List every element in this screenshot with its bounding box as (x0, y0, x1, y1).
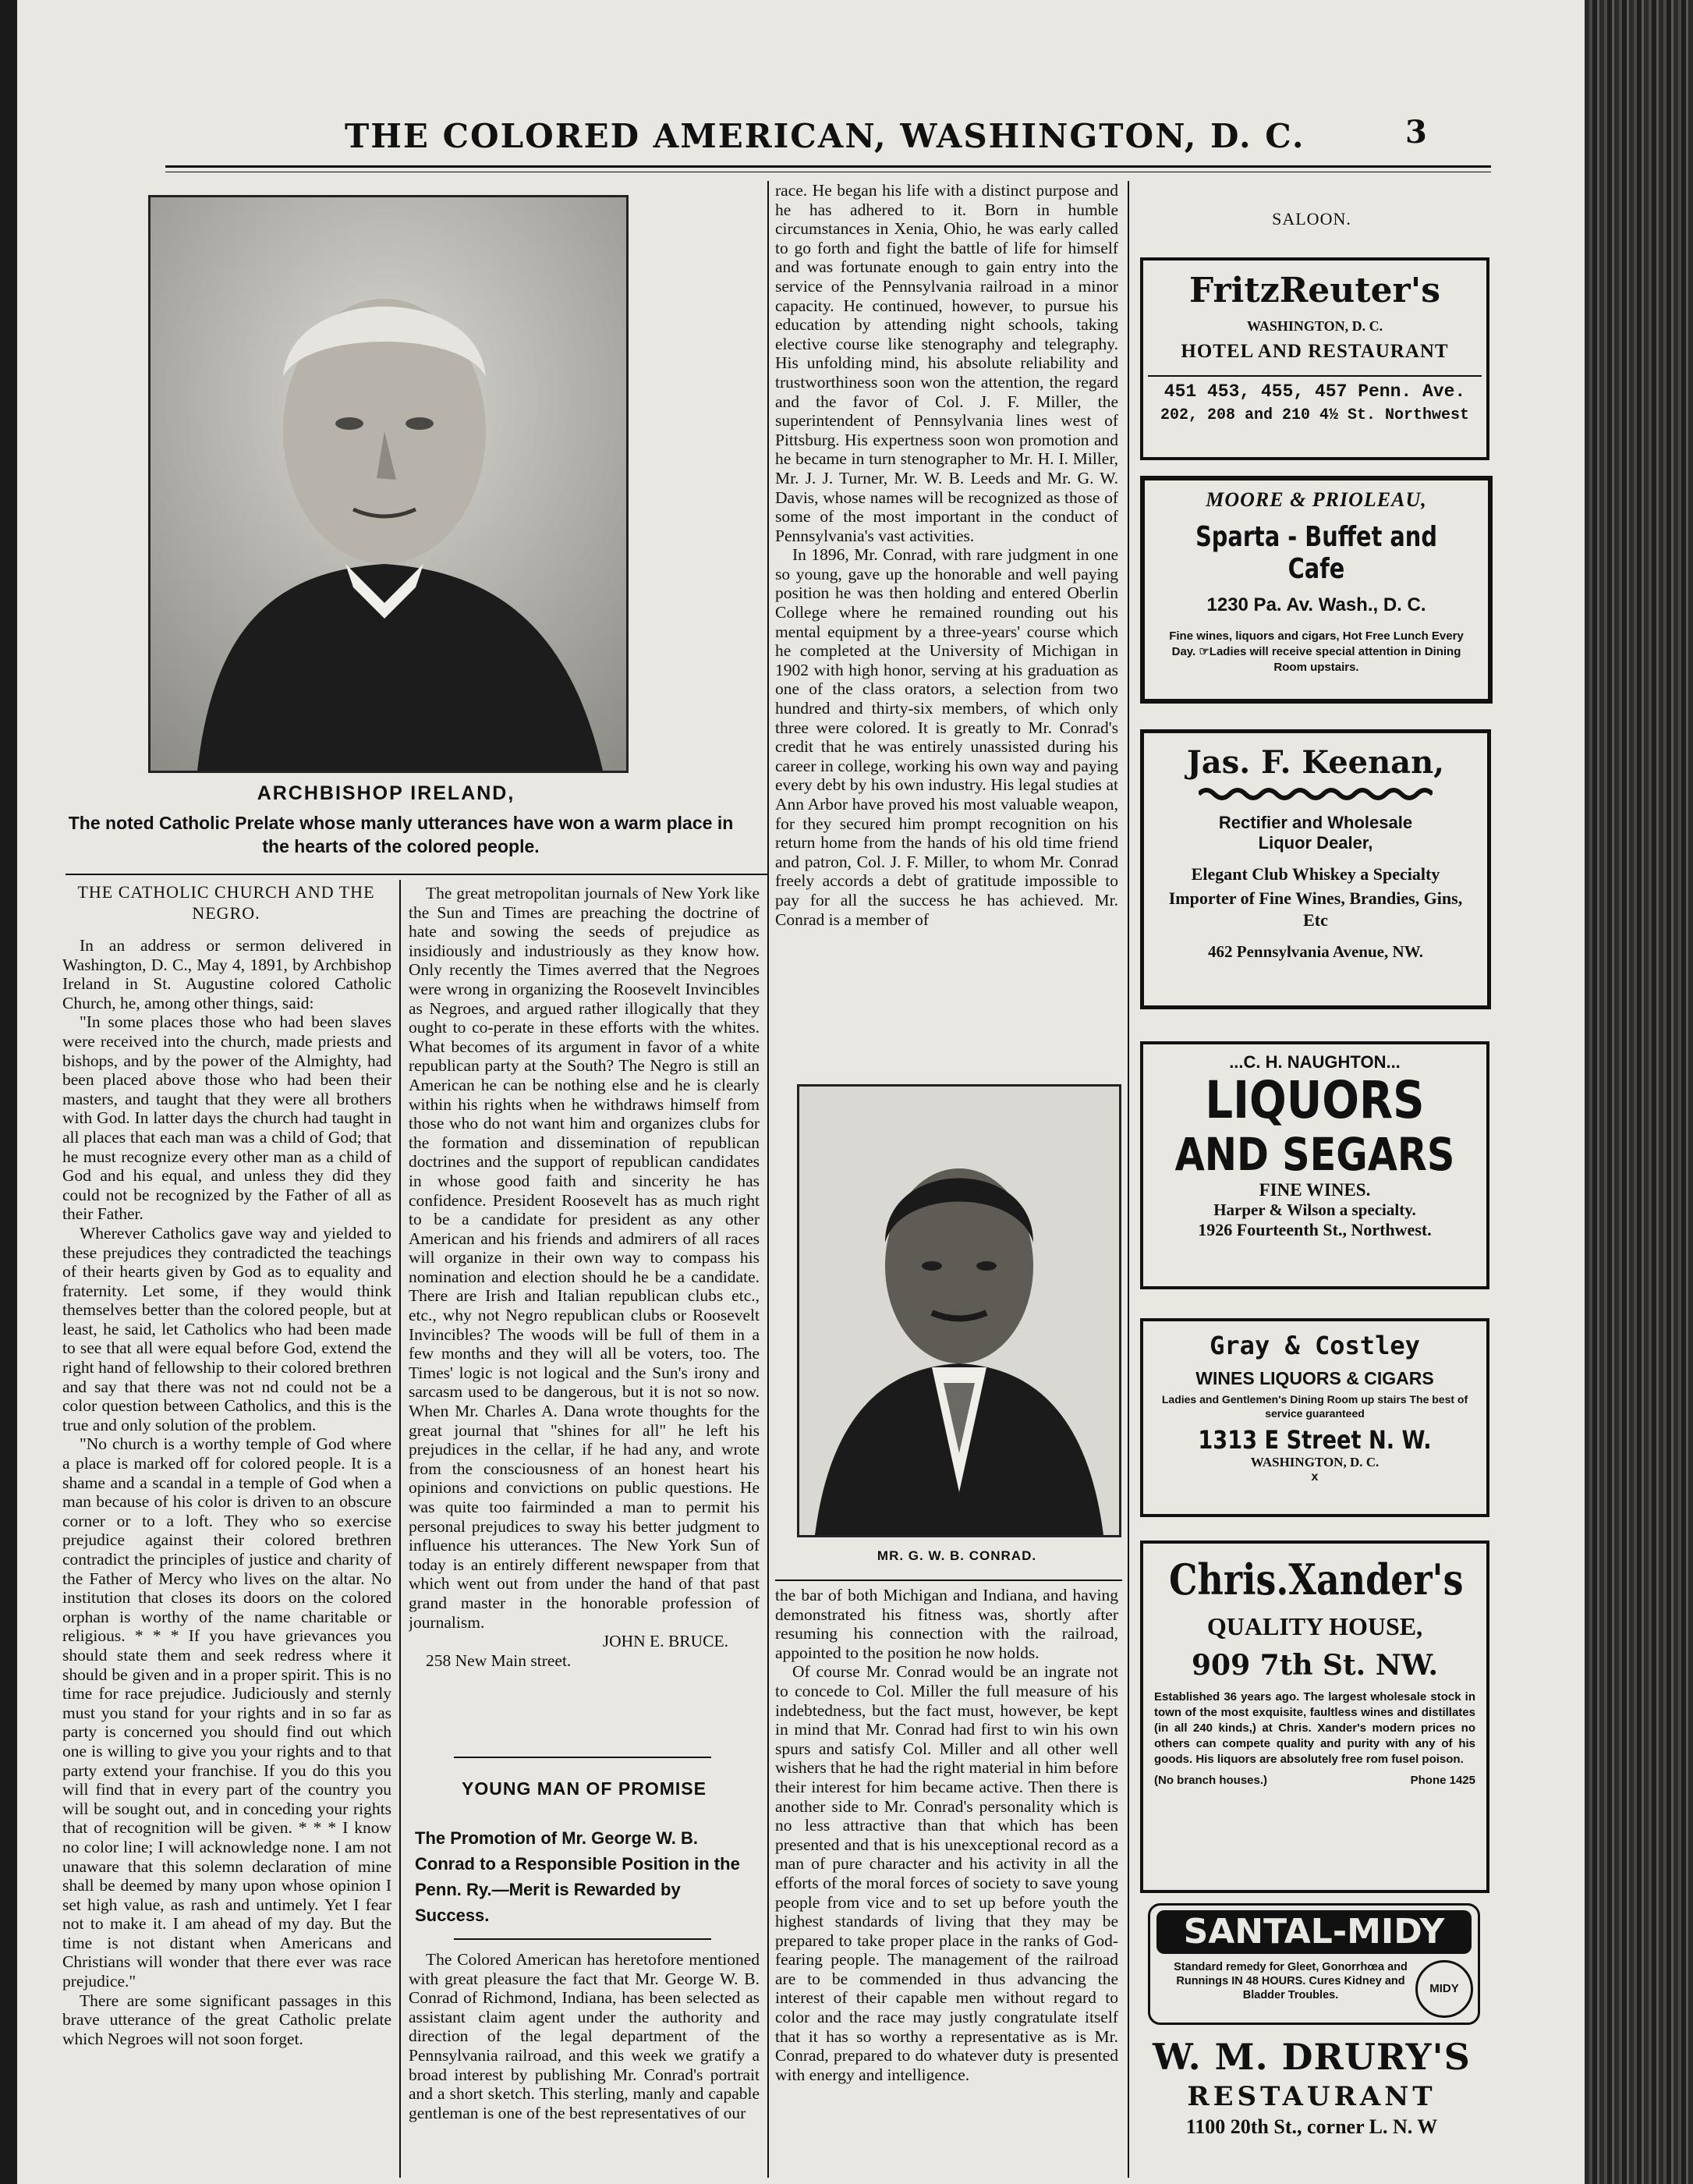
ad-xander-note: (No branch houses.) (1154, 1774, 1268, 1787)
ad-drury (1140, 2036, 1483, 2139)
article1-paragraph: "In some places those who had been slaves were received into the church, made priests and bishops, and by the power of the Almighty, had been placed above those who had been their masters, and taught that they were all brothers with God. In latter days the church had taught in all places that each man was a child of God; that he must recognize every other man as a child of God and his equal, and unless they did they could not be recognized by the Father of all as their Father. (62, 1012, 391, 1224)
ad-santal-name: SANTAL-MIDY (1156, 1910, 1472, 1954)
ad-naughton-line1: LIQUORS (1205, 1070, 1425, 1130)
article2-paragraph: The great metropolitan journals of New York like the Sun and Times are preaching the doctrine of hate and sowing the seeds of prejudice as insidiously and industriously as they know how. Only recently the Times averred that the Negroes were wrong in organizing the Roosevelt Invincibles as Negroes, and argued rather illogically that they ought to co-perate in these efforts with the whites. What becomes of its argument in favor of a white republican party at the South? The Negro is still an American he can be nothing else and he is clearly within his rights when he withdraws himself from those who do not want him and organizes clubs for the formation and dissemination of republican doctrines and the support of republican candidates in whose good faith and sincerity he has confidence. President Roosevelt has as much right to be a candidate for president as any other American and his friends and admirers of all races will organize in their own way to compass his nomination and election should he be a candidate. There are Irish and Italian republican clubs etc., etc., why not Negro republican clubs or Roosevelt Invincibles? The woods will be full of them in a few months and they will all be voters, too. The Times' logic is not logical and the Sun's irony and sarcasm used to be dangerous, but it is not so now. When Mr. Charles A. Dana wrote thoughts for the great journal that "shines for all" he left his prejudices in the cellar, if he had any, and wrote from the consciousness of an honest heart his opinions and convictions on public questions. He was quite too fairminded a man to permit his personal prejudices to sway his better judgment to influence his utterances. The New York Sun of today is an entirely different newspaper from that which went out from under the hand of that past grand master in the honorable profession of journalism. (409, 884, 760, 1632)
ad-moore-name: Sparta - Buffet and Cafe (1195, 521, 1437, 585)
book-binding-edge (1585, 0, 1693, 2184)
ad-xander-phone: Phone 1425 (1410, 1774, 1475, 1787)
article3-headline: YOUNG MAN OF PROMISE (462, 1778, 707, 1799)
ad-gray-mark: x (1311, 1470, 1319, 1484)
ad-naughton (1140, 1041, 1489, 1289)
ad-keenan-line2: Liquor Dealer, (1258, 833, 1373, 853)
article3-cont2-paragraph: the bar of both Michigan and Indiana, and having demonstrated his fitness was, shortly after resuming his connection with the railroad, appointed to the position he now holds. (775, 1586, 1118, 1662)
article1-paragraph: "No church is a worthy temple of God where a place is marked off for colored people. It is a shame and a scandal in a temple of God when a man because of his color is driven to an obscure corner or to a loft. They who so exercise prejudice against their colored brethren contradict the principles of justice and charity of the Father of Mercy who lives on the altar. No institution that closes its doors on the colored orphan is worthy of the name charitable or religious. * * * If you have grievances you should state them and seek redress where it should be given and in a proper spirit. This is no time for race prejudice. Judiciously and sternly must you stand for your rights and in so far as party is concerned you should find out which one is willing to give you your rights and to that party extend your franchise. If you do this you will find that in every part of the country you will be sought out, and in conceding your rights that of recognition will be given. * * * I know no color line; I will acknowledge none. I am not unaware that this solemn declaration of mine shall be deemed by many upon whose opinion I set high value, as rash and untimely. Yet I fear not to make it. I am ahead of my day. But the time is not distant when Americans and Christians will wonder that there ever was race prejudice." (62, 1434, 391, 1991)
ornament-icon (1199, 785, 1433, 803)
article3-continued2-body (775, 1586, 1118, 2176)
ad-xander-addr: 909 7th St. NW. (1191, 1649, 1439, 1682)
photo1-title: ARCHBISHOP IRELAND, (257, 782, 515, 804)
ad-gray-city: WASHINGTON, D. C. (1250, 1455, 1380, 1470)
ad-jas-keenan (1140, 729, 1491, 1009)
archbishop-ireland-portrait (148, 195, 629, 773)
ad-reuter-kind: HOTEL AND RESTAURANT (1181, 341, 1449, 362)
ad-moore-addr: 1230 Pa. Av. Wash., D. C. (1206, 594, 1426, 615)
ad-keenan-line3: Elegant Club Whiskey a Specialty (1191, 864, 1440, 884)
page-number: 3 (1405, 114, 1427, 151)
photo2-rule (775, 1580, 1122, 1581)
ad-xander-line1: QUALITY HOUSE, (1206, 1612, 1423, 1640)
ad-drury-name: W. M. DRURY'S (1153, 2036, 1471, 2078)
ad-santal-body: Standard remedy for Gleet, Gonorrhœa and Runnings IN 48 HOURS. Cures Kidney and Bladder Troubles. (1174, 1961, 1408, 2001)
article2-address: 258 New Main street. (426, 1650, 572, 1670)
ad-naughton-line2: AND SEGARS (1174, 1128, 1455, 1181)
ad-santal-midy (1148, 1903, 1480, 2025)
article2-end-rule (454, 1757, 711, 1758)
ad-reuter-name: FritzReuter's (1189, 271, 1440, 310)
ad-reuter-addr2: 202, 208 and 210 4½ St. Northwest (1160, 406, 1470, 424)
ad-chris-xander (1140, 1540, 1489, 1893)
newspaper-page (17, 0, 1585, 2184)
portrait-illustration (151, 197, 626, 771)
photo2-caption: MR. G. W. B. CONRAD. (877, 1548, 1037, 1563)
ad-moore-prioleau (1140, 476, 1493, 704)
ad-santal-mark: MIDY (1415, 1960, 1473, 2018)
article3-deck: The Promotion of Mr. George W. B. Conrad to a Responsible Position in the Penn. Ry.—Merit is Rewarded by Success. (415, 1828, 740, 1925)
article2-signature: JOHN E. BRUCE. (602, 1632, 728, 1651)
ad-gray-name: Gray & Costley (1210, 1331, 1420, 1360)
article3-cont-paragraph: In 1896, Mr. Conrad, with rare judgment in one so young, gave up the honorable and well paying position he was then holding and entered Oberlin College where he remained rounding out his mental equipment by a three-years' course which he completed at the University of Michigan in 1902 with high honor, serving at his graduation as one of the class orators, a selection from two hundred and thirty-six members, of which only three were colored. It is greatly to Mr. Conrad's credit that he was entirely unassisted during his career in college, working his own way and paying every debt by his own industry. His legal studies at Ann Arbor have proved his most valuable weapon, for they secured him prompt recognition on his return home from the hands of his old time friend and patron, Col. J. F. Miller, to whom Mr. Conrad freely accords a debt of gratitude impossible to pay for all the success he has achieved. Mr. Conrad is a member of (775, 545, 1118, 929)
column-rule-2 (767, 181, 769, 2178)
ad-fritz-reuter (1140, 257, 1489, 460)
article1-paragraph: In an address or sermon delivered in Washington, D. C., May 4, 1891, by Archbishop Ireland in St. Augustine colored Catholic Church, he, among other things, said: (62, 936, 391, 1012)
article3-paragraph: The Colored American has heretofore mentioned with great pleasure the fact that Mr. George W. B. Conrad of Richmond, Indiana, has been selected as assistant claim agent under the authority and direction of the legal department of the Pennsylvania railroad, and this week we gratify a broad interest by publishing Mr. Conrad's portrait and a short sketch. This sterling, manly and capable gentleman is one of the best representatives of our (409, 1950, 760, 2122)
ad-keenan-name: Jas. F. Keenan, (1186, 744, 1445, 781)
article3-cont2-paragraph: Of course Mr. Conrad would be an ingrate not to concede to Col. Miller the full measure of his indebtedness, but the fact must, however, be kept in mind that Mr. Conrad had first to win his own spurs and satisfy Col. Miller and all other well wishers that he had the right material in him before their interest for him became active. Then there is another side to Mr. Conrad's personality which is no less attractive than that which has been presented and that is his unexceptional record as a man of pure character and his activity in all the efforts of the moral forces of society to save young people from vice and to set up before youth the highest standards of living that they may be prepared to take proper place in the ranks of God-fearing people. The management of the railroad are to be commended in thus advancing the interest of their capable men without regard to color and the race may justly congratulate itself that it has so worthy a representative as is Mr. Conrad, prepared to do whatever duty is presented with energy and intelligence. (775, 1662, 1118, 2084)
ad-xander-body: Established 36 years ago. The largest wholesale stock in town of the most exquisite, faultless wines and distillates (in all 240 kinds,) at Chris. Xander's modern prices no others can compete quality and purity with any of his goods. His liquors are absolutely free rom fusel poison. (1154, 1690, 1475, 1766)
article1-paragraph: There are some significant passages in this brave utterance of the great Catholic prelate which Negroes will not soon forget. (62, 1991, 391, 2048)
portrait-illustration (799, 1087, 1119, 1535)
ad-naughton-addr: 1926 Fourteenth St., Northwest. (1198, 1220, 1432, 1239)
column-rule-1 (399, 880, 401, 2178)
article1-paragraph: Wherever Catholics gave way and yielded to these prejudices they contradicted the teachings of their hearts given by God as to equality and fraternity. Let some, if they would think themselves better than the colored people, but at least, he said, let Catholics who had been made to see that all were equal before God, extend the right hand of fellowship to their colored brethren and say that there was not nd could not be a color question between Catholics, and this is the true and only solution of the problem. (62, 1223, 391, 1434)
article1-body (62, 936, 391, 2176)
header-rule (165, 165, 1491, 168)
ad-reuter-addr1: 451 453, 455, 457 Penn. Ave. (1163, 381, 1466, 402)
ad-gray-costley (1140, 1318, 1489, 1517)
ad-naughton-name: ...C. H. NAUGHTON... (1229, 1052, 1401, 1072)
ad-keenan-line4: Importer of Fine Wines, Brandies, Gins, Etc (1168, 888, 1463, 930)
photo1-subtitle: The noted Catholic Prelate whose manly utterances have won a warm place in the hearts of the colored people. (68, 813, 734, 856)
masthead-title: THE COLORED AMERICAN, WASHINGTON, D. C. (345, 117, 1305, 155)
saloon-label: SALOON. (1272, 209, 1351, 229)
ad-keenan-line1: Rectifier and Wholesale (1218, 813, 1413, 832)
ad-xander-name: Chris.Xander's (1169, 1555, 1464, 1604)
article3-continued-body (775, 181, 1118, 1043)
article3-cont-paragraph: race. He began his life with a distinct purpose and he has adhered to it. Born in humble circumstances in Xenia, Ohio, he was early called to go forth and fight the battle of life for himself and was fortunate enough to gain entry into the service of the Pennsylvania railroad in a minor capacity. He continued, however, to pursue his education by attending night schools, taking elective course like stenography and telegraphy. His unfolding mind, his absolute reliability and trustworthiness soon won the attention, the regard and the favor of Col. J. F. Miller, the superintendent of Pennsylvania lines west of Pittsburg. His expertness soon won promotion and he became in turn stenographer to Mr. H. I. Miller, Mr. J. J. Turner, Mr. W. B. Leeds and Mr. G. W. Davis, whose names will be recognized as those of some of the most important in the conduct of Pennsylvania's vast activities. (775, 181, 1118, 545)
ad-keenan-addr: 462 Pennsylvania Avenue, NW. (1208, 942, 1423, 961)
ad-gray-line1: WINES LIQUORS & CIGARS (1195, 1368, 1434, 1388)
article3-deck-rule (454, 1938, 711, 1940)
ad-moore-owners: MOORE & PRIOLEAU, (1206, 488, 1427, 511)
ad-gray-line2: Ladies and Gentlemen's Dining Room up stairs The best of service guaranteed (1161, 1393, 1468, 1420)
ad-reuter-city: WASHINGTON, D. C. (1246, 318, 1383, 334)
ad-naughton-line3: FINE WINES. (1259, 1180, 1371, 1200)
ad-drury-addr: 1100 20th St., corner L. N. W (1185, 2115, 1438, 2138)
ad-naughton-line4: Harper & Wilson a specialty. (1213, 1200, 1416, 1219)
conrad-portrait (797, 1084, 1121, 1537)
article3-body (409, 1950, 760, 2176)
article2-body (409, 884, 760, 1722)
ad-gray-addr: 1313 E Street N. W. (1198, 1425, 1432, 1455)
photo1-rule (66, 874, 767, 875)
ad-moore-body: Fine wines, liquors and cigars, Hot Free Lunch Every Day. ☞Ladies will receive special attention in Dining Room upstairs. (1169, 629, 1464, 674)
ad-drury-kind: RESTAURANT (1187, 2081, 1436, 2112)
article1-headline: THE CATHOLIC CHURCH AND THE NEGRO. (77, 882, 375, 923)
column-rule-3 (1128, 181, 1129, 2178)
